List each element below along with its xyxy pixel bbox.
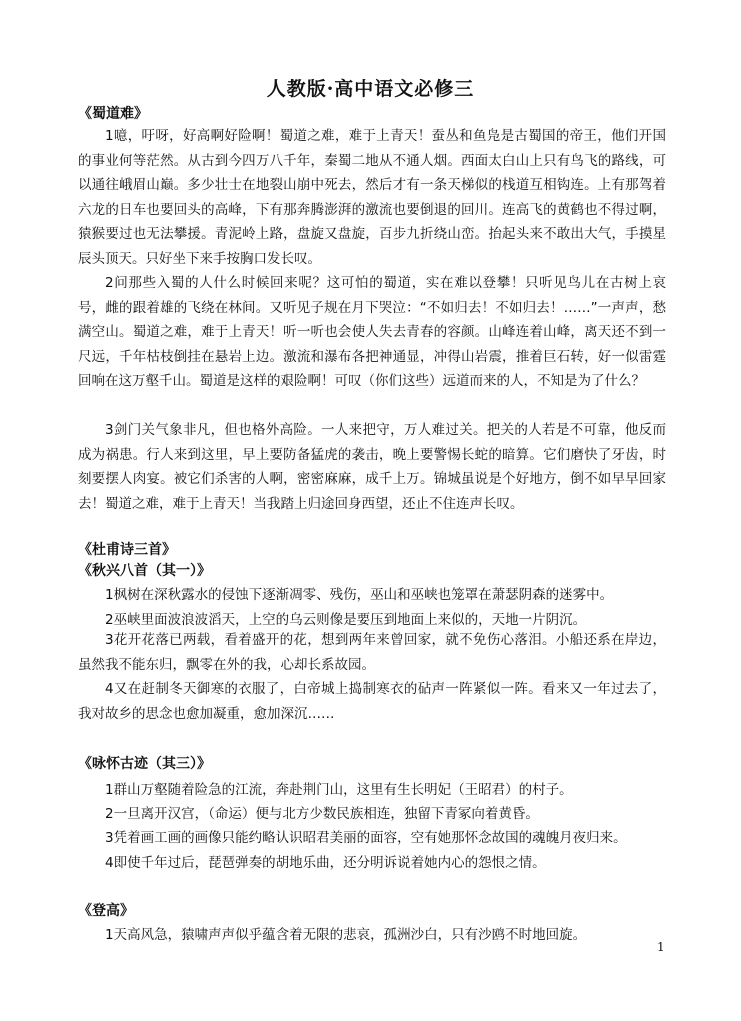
paragraph: 1噫，吁呀，好高啊好险啊！蜀道之难，难于上青天！蚕丛和鱼凫是古蜀国的帝王，他们开国的事业何等茫然。从古到今四万八千年，秦蜀二地从不通人烟。西面太白山上只有鸟飞的路线，可以通往峨眉山巅。多少壮士在地裂山崩中死去，然后才有一条天梯似的栈道互相钩连。上有那驾着六龙的日车也要回头的高峰，下有那奔腾澎湃的激流也要倒退的回川。连高飞的黄鹤也不得过啊，猿猴要过也无法攀援。青泥岭上路，盘旋又盘旋，百步九折绕山峦。抬起头来不敢出大气，手摸星辰头顶天。只好坐下来手按胸口发长叹。 [78, 128, 666, 267]
text-line: 1枫树在深秋露水的侵蚀下逐渐凋零、残伤，巫山和巫峡也笼罩在萧瑟阴森的迷雾中。 [105, 587, 614, 603]
text-line: 3凭着画工画的画像只能约略认识昭君美丽的面容，空有她那怀念故国的魂魄月夜归来。 [105, 830, 627, 846]
text-line: 1天高风急，猿啸声声似乎蕴含着无限的悲哀，孤洲沙白，只有沙鸥不时地回旋。 [105, 927, 587, 943]
section-heading-shudaonan: 《蜀道难》 [78, 106, 148, 122]
paragraph: 3花开花落已两载，看着盛开的花，想到两年来曾回家，就不免伤心落泪。小船还系在岸边，虽然我不能东归，飘零在外的我，心却长系故园。 [78, 632, 666, 673]
text-line: 1群山万壑随着险急的江流，奔赴荆门山，这里有生长明妃（王昭君）的村子。 [105, 782, 573, 798]
text-line: 2一旦离开汉宫，（命运）便与北方少数民族相连，独留下青冢向着黄昏。 [105, 806, 539, 822]
text-line: 4即使千年过后，琵琶弹奏的胡地乐曲，还分明诉说着她内心的怨恨之情。 [105, 855, 546, 871]
paragraph: 4又在赶制冬天御寒的衣服了，白帝城上捣制寒衣的砧声一阵紧似一阵。看来又一年过去了，我对故乡的思念也愈加凝重，愈加深沉…… [78, 681, 666, 722]
paragraph: 3剑门关气象非凡，但也格外高险。一人来把守，万人难过关。把关的人若是不可靠，他反而成为祸患。行人来到这里，早上要防备猛虎的袭击，晚上要警惕长蛇的暗算。它们磨快了牙齿，时刻要摆人肉宴。被它们杀害的人啊，密密麻麻，成千上万。锦城虽说是个好地方，倒不如早早回家去！蜀道之难，难于上青天！当我踏上归途回身西望，还止不住连声长叹。 [78, 422, 666, 512]
section-heading-qiuxing: 《秋兴八首（其一）》 [78, 563, 211, 579]
section-heading-dufu: 《杜甫诗三首》 [78, 542, 176, 558]
paragraph: 2问那些入蜀的人什么时候回来呢？这可怕的蜀道，实在难以登攀！只听见鸟儿在古树上哀号，雌的跟着雄的飞绕在林间。又听见子规在月下哭泣：“不如归去！不如归去！……”一声声，愁满空山。蜀道之难，难于上青天！听一听也会使人失去青春的容颜。山峰连着山峰，离天还不到一尺远，千年枯枝倒挂在悬岩上边。激流和瀑布各把神通显，冲得山岩震，推着巨石转，好一似雷霆回响在这万壑千山。蜀道是这样的艰险啊！可叹（你们这些）远道而来的人，不知是为了什么？ [78, 275, 666, 389]
document-title: 人教版·高中语文必修三 [266, 78, 475, 100]
text-line: 2巫峡里面波浪波滔天，上空的乌云则像是要压到地面上来似的，天地一片阴沉。 [105, 612, 587, 628]
page-number: 1 [657, 940, 665, 954]
section-heading-denggao: 《登高》 [78, 903, 134, 919]
section-heading-yonghuai: 《咏怀古迹（其三）》 [78, 756, 211, 772]
